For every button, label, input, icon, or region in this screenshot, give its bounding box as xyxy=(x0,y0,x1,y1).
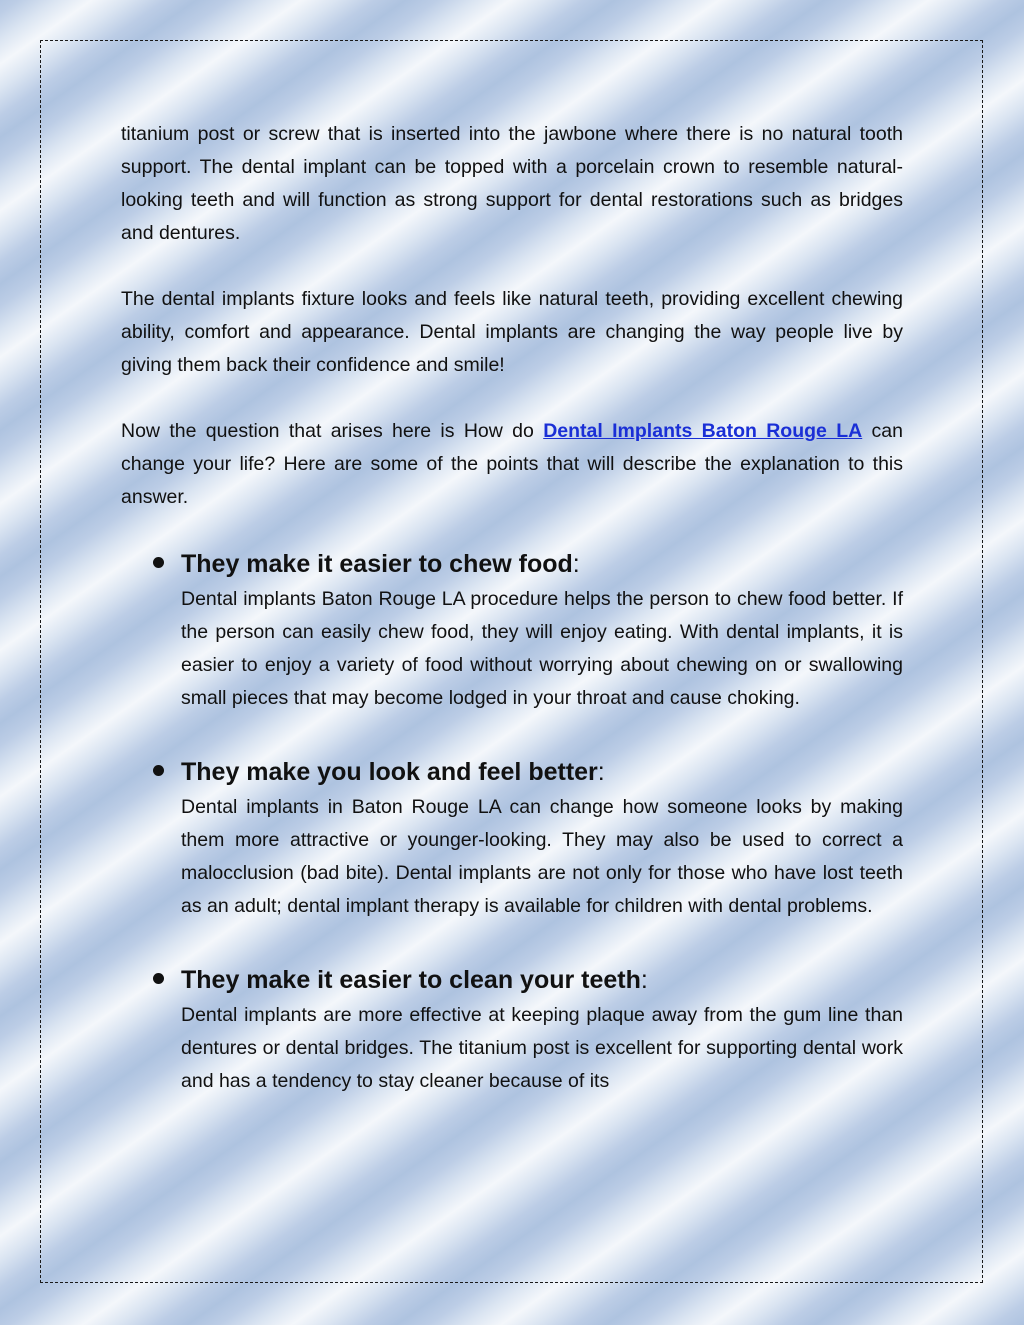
bullet-dot-icon xyxy=(153,557,164,568)
question-text-before: Now the question that arises here is How do xyxy=(121,420,544,442)
bullet-heading-text: They make it easier to chew food xyxy=(181,550,573,578)
bullet-heading-text: They make you look and feel better xyxy=(181,758,598,786)
bullet-dot-icon xyxy=(153,765,164,776)
bullet-heading-text: They make it easier to clean your teeth xyxy=(181,966,641,994)
bullet-body: Dental implants in Baton Rouge LA can change how someone looks by making them more attractive or younger-looking. They may also be used to correct a malocclusion (bad bite). Dental implants are not only for those who have lost teeth as an adult; dental implant therapy is available for children with dental problems. xyxy=(181,796,903,917)
dental-implants-link[interactable]: Dental Implants Baton Rouge LA xyxy=(543,420,863,442)
bullet-heading-colon: : xyxy=(640,966,648,994)
bullet-dot-icon xyxy=(153,973,164,984)
paragraph-implant-description: titanium post or screw that is inserted into the jawbone where there is no natural tooth support. The dental implant can be topped with a porcelain crown to resemble natural-looking teeth and will function as strong support for dental restorations such as bridges and dentures. xyxy=(121,123,903,244)
bullet-heading-colon: : xyxy=(597,758,605,786)
bullet-heading xyxy=(181,963,903,997)
paragraph-question xyxy=(121,415,903,514)
question-text-after: can change your life? Here are some of the points that will describe the explanation to this answer. xyxy=(121,420,903,508)
bullet-body: Dental implants are more effective at keeping plaque away from the gum line than dentures or dental bridges. The titanium post is excellent for supporting dental work and has a tendency to stay cleaner because of its xyxy=(181,1004,903,1092)
bullet-item-chew-food xyxy=(181,547,903,715)
bullet-body: Dental implants Baton Rouge LA procedure helps the person to chew food better. If the person can easily chew food, they will enjoy eating. With dental implants, it is easier to enjoy a variety of food without worrying about chewing on or swallowing small pieces that may become lodged in your throat and cause choking. xyxy=(181,588,903,709)
paragraph-implant-benefits: The dental implants fixture looks and feels like natural teeth, providing excellent chewing ability, comfort and appearance. Dental implants are changing the way people live by giving them back their confidence and smile! xyxy=(121,288,903,376)
document-body xyxy=(121,118,903,1138)
bullet-item-clean-teeth xyxy=(181,963,903,1098)
bullet-heading xyxy=(181,755,903,789)
bullet-heading-colon: : xyxy=(572,550,580,578)
bullet-heading xyxy=(181,547,903,581)
bullet-item-look-feel-better xyxy=(181,755,903,923)
